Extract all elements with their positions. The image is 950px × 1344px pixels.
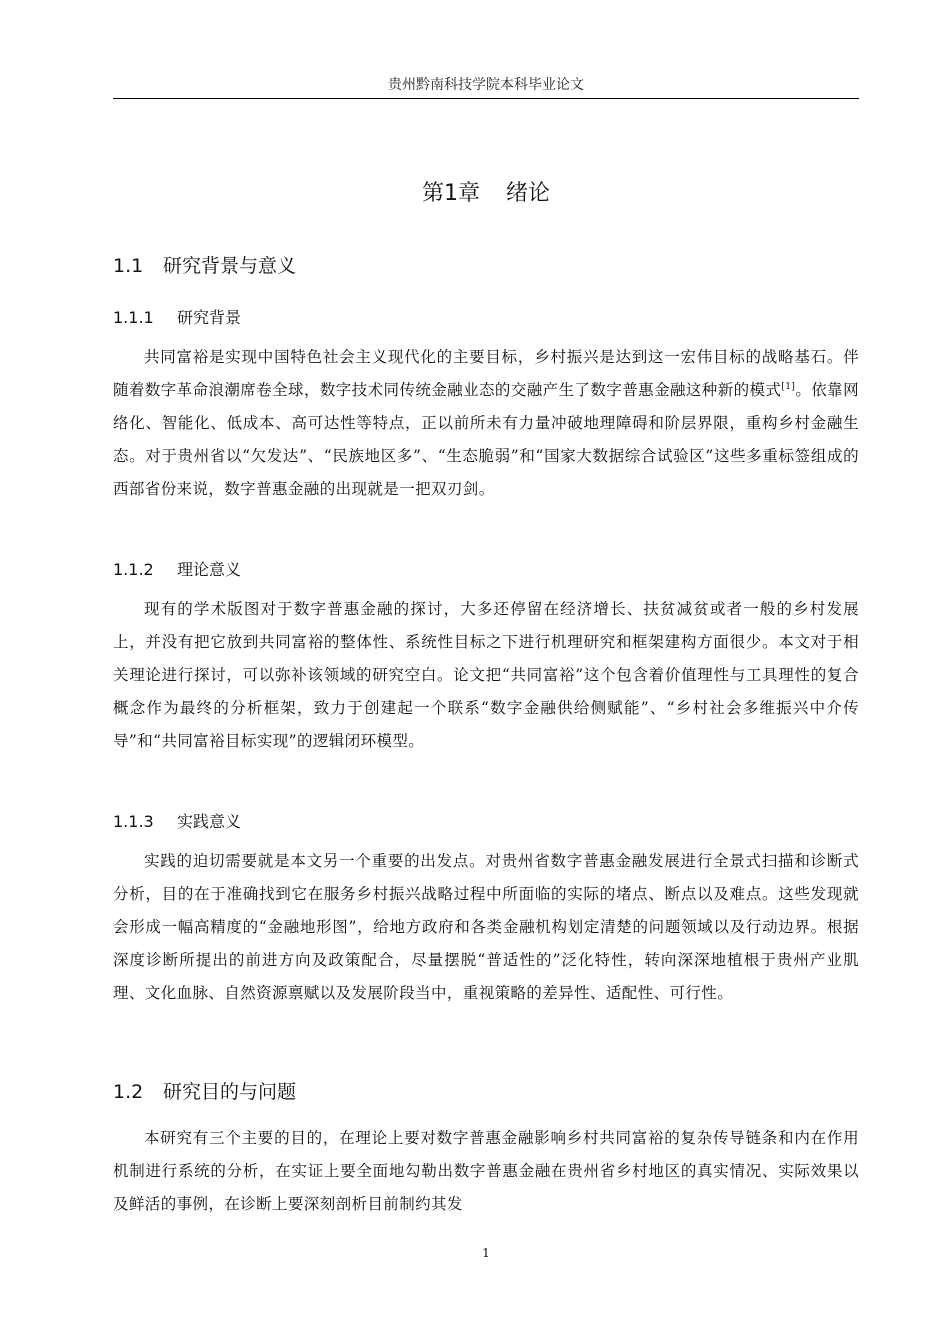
paragraph-theory: 现有的学术版图对于数字普惠金融的探讨，大多还停留在经济增长、扶贫减贫或者一般的乡村发展上，并没有把它放到共同富裕的整体性、系统性目标之下进行机理研究和框架建构方面很少。本文对于相关理论进行探讨，可以弥补该领域的研究空白。论文把“共同富裕”这个包含着价值理性与工具理性的复合概念作为最终的分析框架，致力于创建起一个联系“数字金融供给侧赋能”、“乡村社会多维振兴中介传导”和“共同富裕目标实现”的逻辑闭环模型。 — [113, 600, 859, 750]
subsection-number: 1.1.3 — [113, 812, 154, 831]
paragraph-purpose: 本研究有三个主要的目的，在理论上要对数字普惠金融影响乡村共同富裕的复杂传导链条和内在作用机制进行系统的分析，在实证上要全面地勾勒出数字普惠金融在贵州省乡村地区的真实情况、实际效果以及鲜活的事例，在诊断上要深刻剖析目前制约其发 — [113, 1129, 859, 1213]
section-title: 研究目的与问题 — [163, 1081, 297, 1103]
section-heading-1-1 — [113, 252, 296, 280]
paragraph-background — [113, 341, 859, 506]
section-number: 1.1 — [113, 255, 144, 277]
section-title: 研究背景与意义 — [163, 255, 297, 277]
subsection-title: 研究背景 — [177, 308, 242, 327]
subsection-number: 1.1.1 — [113, 308, 154, 327]
header-rule — [113, 98, 859, 99]
chapter-title — [113, 178, 859, 210]
paragraph-practice: 实践的迫切需要就是本文另一个重要的出发点。对贵州省数字普惠金融发展进行全景式扫描和诊断式分析，目的在于准确找到它在服务乡村振兴战略过程中所面临的实际的堵点、断点以及难点。这些发现就会形成一幅高精度的“金融地形图”，给地方政府和各类金融机构划定清楚的问题领域以及行动边界。根据深度诊断所提出的前进方向及政策配合，尽量摆脱“普适性的”泛化特性，转向深深地植根于贵州产业肌理、文化血脉、自然资源禀赋以及发展阶段当中，重视策略的差异性、适配性、可行性。 — [113, 852, 859, 1002]
section-number: 1.2 — [113, 1081, 144, 1103]
paragraph-text: 。依靠网络化、智能化、低成本、高可达性等特点，正以前所未有力量冲破地理障碍和阶层界限，重构乡村金融生态。对于贵州省以“欠发达”、“民族地区多”、“生态脆弱”和“国家大数据综合试验区”这些多重标签组成的西部省份来说，数字普惠金融的出现就是一把双刃剑。 — [113, 381, 859, 498]
citation-marker: [1] — [781, 381, 796, 392]
chapter-name: 绪论 — [505, 181, 550, 206]
section-heading-1-2 — [113, 1078, 296, 1106]
paragraph-text: 共同富裕是实现中国特色社会主义现代化的主要目标，乡村振兴是达到这一宏伟目标的战略基石。伴随着数字革命浪潮席卷全球，数字技术同传统金融业态的交融产生了数字普惠金融这种新的模式 — [113, 348, 859, 399]
page-number: 1 — [482, 1246, 490, 1260]
chapter-number: 第1章 — [421, 181, 480, 206]
subsection-title: 理论意义 — [177, 560, 242, 579]
subsection-heading-1-1-3 — [113, 809, 241, 835]
subsection-number: 1.1.2 — [113, 560, 154, 579]
subsection-heading-1-1-2 — [113, 557, 241, 583]
subsection-title: 实践意义 — [177, 812, 242, 831]
running-header: 贵州黔南科技学院本科毕业论文 — [388, 77, 584, 93]
subsection-heading-1-1-1 — [113, 305, 241, 331]
